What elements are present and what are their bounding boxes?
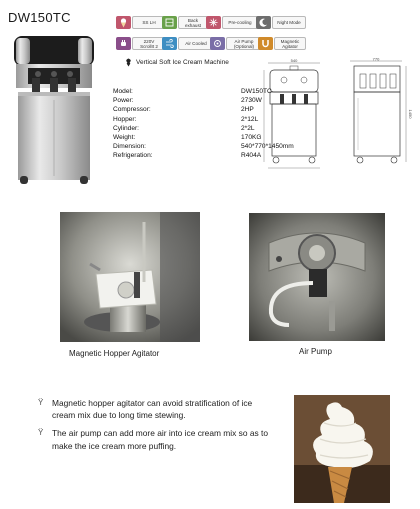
spec-value: 2*2L bbox=[241, 124, 255, 132]
air-pump-photo bbox=[249, 213, 385, 341]
feature-label: SS LH bbox=[132, 16, 166, 29]
spec-value: DW150TC bbox=[241, 88, 272, 95]
model-title: DW150TC bbox=[8, 10, 71, 25]
air-pump-caption: Air Pump bbox=[299, 347, 332, 356]
feature-label: 220V ScrollIt 2 bbox=[132, 37, 166, 50]
note-text: Magnetic hopper agitator can avoid stratification of ice cream mix due to long time stewing. bbox=[52, 398, 253, 421]
machine-photo bbox=[8, 30, 103, 188]
feature-label: Magnetic Agitator bbox=[274, 37, 306, 50]
spec-key: Hopper: bbox=[113, 115, 137, 123]
product-subtitle bbox=[124, 58, 229, 67]
air-icon bbox=[162, 37, 177, 50]
spec-key: Cylinder: bbox=[113, 124, 140, 132]
feature-badge bbox=[116, 37, 166, 50]
feature-label: Night Mode bbox=[272, 16, 306, 29]
front-view-drawing bbox=[256, 58, 336, 170]
spec-key: Compressor: bbox=[113, 106, 151, 114]
ice-cream-photo bbox=[294, 395, 390, 503]
spec-key: Refrigeration: bbox=[113, 152, 153, 160]
ice-cream-icon bbox=[124, 58, 133, 67]
note-item bbox=[38, 397, 276, 421]
depth-dimension: 770 bbox=[372, 56, 380, 62]
width-dimension: 540 bbox=[290, 58, 298, 63]
agitator-photo bbox=[60, 212, 200, 342]
spec-value: 170KG bbox=[241, 134, 262, 142]
spec-value: 540*770*1450mm bbox=[241, 143, 294, 151]
pump-icon bbox=[210, 37, 225, 50]
feature-label: Back exhaust bbox=[178, 16, 208, 29]
side-view-drawing bbox=[346, 58, 412, 170]
feature-badge bbox=[162, 16, 208, 29]
height-dimension: 1450 bbox=[408, 109, 413, 119]
bullet-icon: Ÿ bbox=[38, 398, 44, 407]
plug-icon bbox=[116, 37, 131, 50]
fan-icon bbox=[162, 16, 177, 29]
feature-badge bbox=[256, 16, 306, 29]
note-item bbox=[38, 427, 276, 451]
spec-value: 2730W bbox=[241, 97, 262, 105]
feature-badge bbox=[116, 16, 166, 29]
feature-label: Air Cooled bbox=[178, 37, 214, 50]
note-text: The air pump can add more air into ice cream mix so as to make the ice cream more puffing. bbox=[52, 428, 268, 451]
feature-badge bbox=[206, 16, 258, 29]
feature-label: Pre-cooling bbox=[222, 16, 258, 29]
spec-key: Weight: bbox=[113, 134, 136, 142]
feature-label: Air Pump (Optional) bbox=[226, 37, 262, 50]
magnet-icon bbox=[258, 37, 273, 50]
spec-key: Dimension: bbox=[113, 143, 146, 151]
spec-key: Power: bbox=[113, 97, 134, 105]
moon-icon bbox=[256, 16, 271, 29]
feature-badge bbox=[258, 37, 306, 50]
agitator-caption: Magnetic Hopper Agitator bbox=[69, 349, 160, 358]
feature-badge bbox=[210, 37, 262, 50]
snowflake-icon bbox=[206, 16, 221, 29]
bullet-icon: Ÿ bbox=[38, 428, 44, 438]
spec-value: 2HP bbox=[241, 106, 254, 114]
spec-value: 2*12L bbox=[241, 115, 259, 123]
feature-badge bbox=[162, 37, 214, 50]
subtitle-text: Vertical Soft Ice Cream Machine bbox=[136, 59, 229, 66]
cone-icon bbox=[116, 16, 131, 29]
spec-key: Model: bbox=[113, 88, 133, 95]
feature-notes bbox=[38, 397, 276, 458]
spec-value: R404A bbox=[241, 152, 262, 160]
